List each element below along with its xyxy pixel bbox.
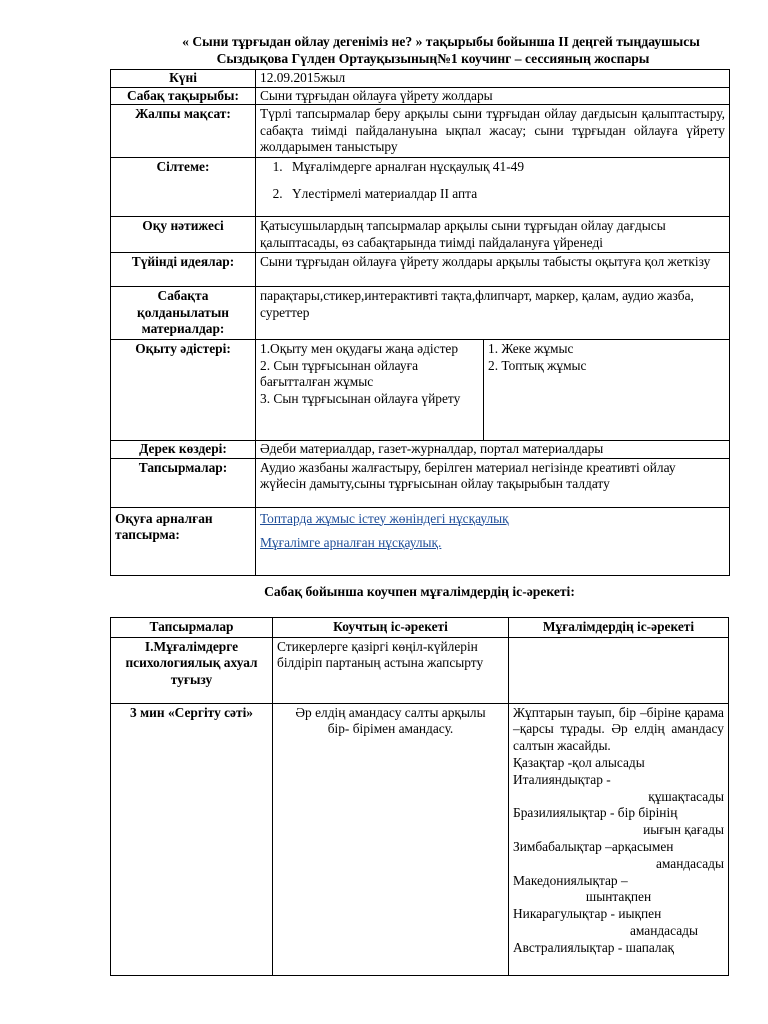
greeting-line: Қазақтар -қол алысады [513,754,645,770]
methods-left [256,339,484,440]
greeting-line: амандасады [629,922,698,938]
coach-text: Әр елдің амандасу салты арқылы бір- бірімен амандасу. [295,704,486,737]
table-row [111,105,730,158]
table-row [111,70,730,88]
session-plan-table [110,69,730,576]
task-cell: 3 мин «Сергіту сәті» [111,703,273,975]
ideas-value: Сыни тұрғыдан ойлауға үйрету жолдары арқылы табысты оқытуға қол жеткізу [256,253,730,287]
reference-item: 2. Үлестірмелі материалдар ІІ апта [286,186,725,203]
column-header-tasks: Тапсырмалар [111,618,273,638]
greeting-line: иығын қағады [643,822,724,838]
activity-table [110,617,729,976]
header-line-2: Сыздықова Гүлден Ортауқызының№1 коучинг – сессияның жоспары [216,51,650,66]
greeting-line: Бразилиялықтар - бір бірінің [513,805,678,821]
sources-label: Дерек көздері: [111,440,256,458]
table-row [111,287,730,340]
coach-cell: Стикерлерге қазіргі көңіл-күйлерін білдіріп партаның астына жапсырту [273,637,509,703]
method-item: 3. Сын тұрғысынан ойлауға үйрету [260,390,461,406]
methods-label: Оқыту әдістері: [111,339,256,440]
day-label: Күні [111,70,256,88]
day-value: 12.09.2015жыл [256,70,730,88]
goal-label: Жалпы мақсат: [111,105,256,158]
column-header-coach: Коучтың іс-әрекеті [273,618,509,638]
method-item: 1.Оқыту мен оқудағы жаңа әдістер [260,340,459,356]
greeting-line: амандасады [655,855,724,871]
greeting-line: Зимбабалықтар –арқасымен [513,838,674,854]
table-row [111,339,730,440]
table-header-row [111,618,729,638]
table-row [111,216,730,252]
table-row [111,440,730,458]
materials-label: Сабақта қолданылатын материалдар: [111,287,256,340]
table-row [111,703,729,975]
teachers-intro: Жұптарын тауып, бір –біріне қарама –қарсы тұрады. Әр елдің амандасу салтын жасайды. [513,704,724,754]
table-row [111,253,730,287]
task-cell: І.Мұғалімдерге психологиялық ахуал туғызу [111,637,273,703]
column-header-teachers: Мұғалімдердің іс-әрекеті [509,618,729,638]
materials-value: парақтары,стикер,интерактивті тақта,флипчарт, маркер, қалам, аудио жазба, суреттер [256,287,730,340]
reading-task-label: Оқуға арналған тапсырма: [111,507,256,575]
header-line-1: « Сыни тұрғыдан ойлау дегеніміз не? » тақырыбы бойынша ІІ деңгей тыңдаушысы [182,34,700,49]
coach-cell [273,703,509,975]
greeting-line: Италияндықтар - [513,771,611,787]
goal-value: Түрлі тапсырмалар беру арқылы сыни тұрғыдан ойлау дағдысын қалыптастыру, сабақта тиімді пайдалануына ықпал жасау; сыни тұрғыдан ойлауға үйрету жолдарымен таныстыру [256,105,730,158]
greeting-line: Австралиялықтар - шапалақ [513,939,675,955]
greeting-line: Никарагулықтар - иықпен [513,906,662,922]
activity-subtitle: Сабақ бойынша коучпен мұғалімдердің іс-әрекеті: [264,584,575,599]
result-label: Оқу нәтижесі [111,216,256,252]
greeting-line: Македониялықтар – [513,872,628,888]
methods-right [484,339,730,440]
table-row [111,458,730,507]
reference-label: Сілтеме: [111,157,256,216]
teachers-cell [509,637,729,703]
greeting-line: құшақтасады [648,788,724,804]
table-row [111,87,730,105]
group-work-guide-link[interactable]: Топтарда жұмыс істеу жөніндегі нұсқаулық [260,510,509,526]
ideas-label: Түйінді идеялар: [111,253,256,287]
method-item: 1. Жеке жұмыс [488,340,574,356]
reference-list [256,157,730,216]
teacher-guide-link[interactable]: Мұғалімге арналған нұсқаулық. [260,535,442,551]
method-item: 2. Топтық жұмыс [488,357,587,373]
reference-item: 1. Мұғалімдерге арналған нұсқаулық 41-49 [286,159,725,176]
method-item: 2. Сын тұрғысынан ойлауға бағытталған жұмыс [260,357,419,390]
teachers-cell [509,703,729,975]
tasks-label: Тапсырмалар: [111,458,256,507]
tasks-value: Аудио жазбаны жалғастыру, берілген материал негізінде креативті ойлау жүйесін дамыту,сыны тұрғысынан ойлау тақырыбын талдату [256,458,730,507]
document-header [110,33,756,67]
table-row [111,637,729,703]
table-row [111,507,730,575]
table-row [111,157,730,216]
sources-value: Әдеби материалдар, газет-журналдар, портал материалдары [256,440,730,458]
topic-label: Сабақ тақырыбы: [111,87,256,105]
result-value: Қатысушылардың тапсырмалар арқылы сыни тұрғыдан ойлау дағдысы қалыптасады, өз сабақтарында тиімді пайдалануға үйренеді [256,216,730,252]
reading-task-links [256,507,730,575]
topic-value: Сыни тұрғыдан ойлауға үйрету жолдары [256,87,730,105]
greeting-line: шынтақпен [585,889,652,905]
